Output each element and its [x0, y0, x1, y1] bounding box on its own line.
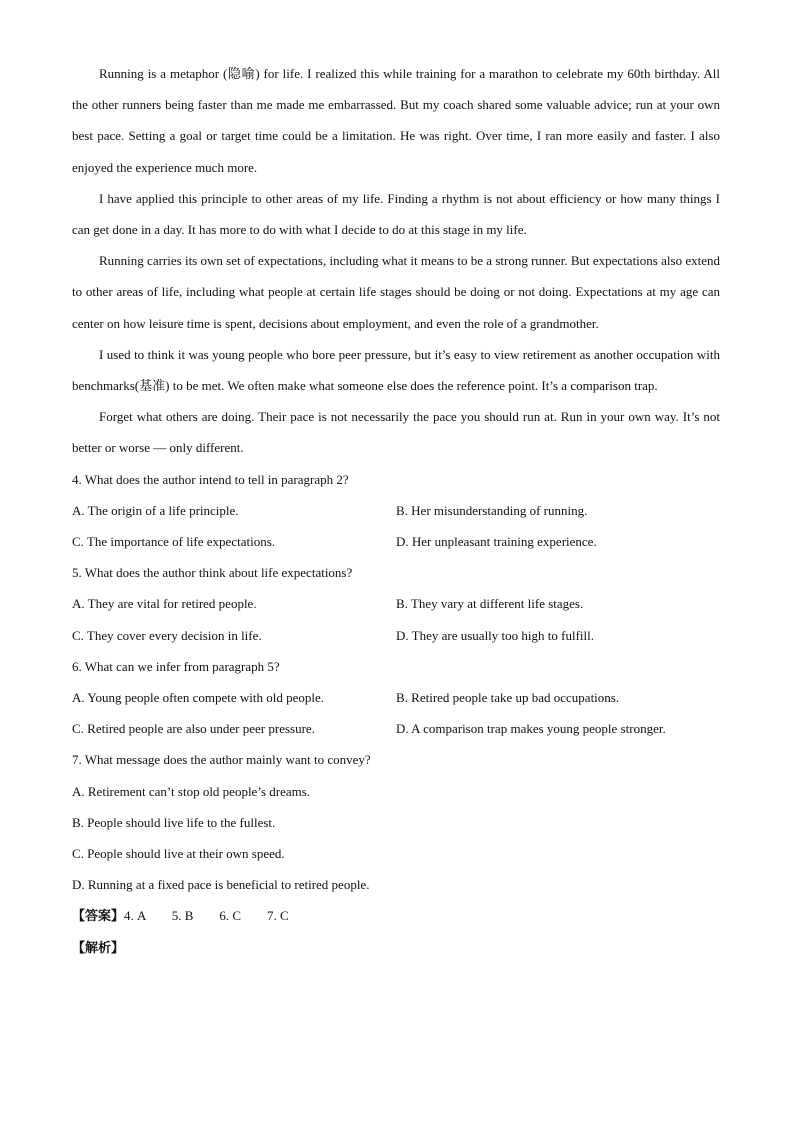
option-c: C. Retired people are also under peer pressure.	[72, 721, 315, 737]
question-stem: 5. What does the author think about life expectations?	[72, 565, 353, 581]
option-d: D. Her unpleasant training experience.	[396, 534, 597, 550]
option-a: A. They are vital for retired people.	[72, 596, 257, 612]
question-stem: 6. What can we infer from paragraph 5?	[72, 658, 280, 674]
question-stem: 4. What does the author intend to tell in paragraph 2?	[72, 471, 349, 487]
option-a: A. The origin of a life principle.	[72, 502, 239, 518]
analysis-section	[72, 932, 720, 963]
question-5	[72, 557, 720, 651]
option-b: B. They vary at different life stages.	[396, 596, 584, 612]
answer-item: 7. C	[267, 908, 289, 924]
answer-label: 【答案】	[72, 908, 125, 924]
passage-paragraph-2: I have applied this principle to other areas of my life. Finding a rhythm is not about efficiency or how many things I can get done in a day. It has more to do with what I decide to do at this stage in my life.	[72, 190, 720, 238]
option-d: D. They are usually too high to fulfill.	[396, 627, 594, 643]
answer-section	[72, 900, 720, 931]
question-4	[72, 464, 720, 558]
question-6	[72, 651, 720, 745]
option-d: D. A comparison trap makes young people stronger.	[396, 721, 666, 737]
passage-paragraph-1: Running is a metaphor (隐喻) for life. I realized this while training for a marathon to celebrate my 60th birthday. All the other runners being faster than me made me embarrassed. But my coach shared some valuable advice; run at your own best pace. Setting a goal or target time could be a limitation. He was right. Over time, I ran more easily and faster. I also enjoyed the experience much more.	[72, 66, 720, 175]
analysis-label: 【解析】	[72, 939, 125, 955]
exam-page	[72, 58, 720, 963]
question-options	[72, 588, 720, 650]
answer-item: 5. B	[171, 908, 194, 924]
question-stem: 7. What message does the author mainly want to convey?	[72, 752, 371, 768]
option-b: B. Her misunderstanding of running.	[396, 502, 588, 518]
option-b: B. Retired people take up bad occupations.	[396, 690, 620, 706]
passage-paragraph-4: I used to think it was young people who bore peer pressure, but it’s easy to view retirement as another occupation with benchmarks(基准) to be met. We often make what someone else does the reference point. It’s a comparison trap.	[72, 346, 720, 394]
option-c: C. The importance of life expectations.	[72, 534, 275, 550]
question-options	[72, 776, 720, 901]
option-a: A. Young people often compete with old people.	[72, 690, 325, 706]
passage-paragraph-5: Forget what others are doing. Their pace is not necessarily the pace you should run at. Run in your own way. It’s not better or worse — only different.	[72, 409, 720, 456]
option-c: C. People should live at their own speed.	[72, 846, 285, 862]
passage-paragraph-3: Running carries its own set of expectations, including what it means to be a strong runner. But expectations also extend to other areas of life, including what people at certain life stages should be doing or not doing. Expectations at my age can center on how leisure time is spent, decisions about employment, and even the role of a grandmother.	[72, 253, 720, 331]
option-a: A. Retirement can’t stop old people’s dreams.	[72, 783, 311, 799]
answer-item: 6. C	[219, 908, 242, 924]
option-b: B. People should live life to the fullest.	[72, 814, 276, 830]
option-d: D. Running at a fixed pace is beneficial to retired people.	[72, 877, 370, 893]
question-7	[72, 744, 720, 900]
question-options	[72, 495, 720, 557]
answer-item: 4. A	[124, 908, 146, 924]
question-options	[72, 682, 720, 744]
option-c: C. They cover every decision in life.	[72, 627, 262, 643]
